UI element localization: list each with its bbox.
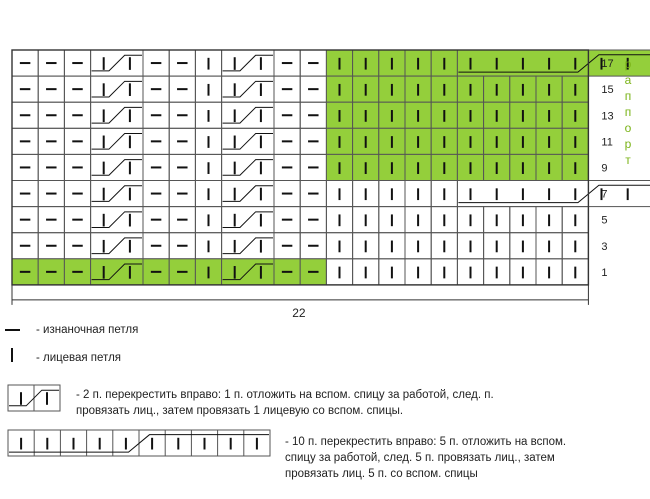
- knit-stitch-cell: [431, 154, 457, 180]
- purl-stitch-cell: [12, 102, 38, 128]
- cross-2-right-cell: [222, 76, 274, 102]
- knit-stitch-cell: [326, 50, 352, 76]
- cross-10-right-cell: [457, 181, 650, 207]
- row-number: 7: [601, 188, 608, 201]
- purl-stitch-cell: [64, 128, 90, 154]
- knit-stitch-cell: [326, 76, 352, 102]
- knit-stitch-cell: [353, 181, 379, 207]
- knit-stitch-cell: [431, 50, 457, 76]
- knit-stitch-cell: [379, 181, 405, 207]
- purl-stitch-cell: [143, 50, 169, 76]
- purl-stitch-cell: [300, 154, 326, 180]
- row-number: 1: [601, 266, 608, 279]
- purl-stitch-cell: [12, 207, 38, 233]
- knit-stitch-cell: [431, 128, 457, 154]
- row-number: 5: [601, 214, 608, 227]
- knit-stitch-cell: [457, 233, 483, 259]
- knit-stitch-cell: [195, 128, 221, 154]
- knit-stitch-cell: [484, 259, 510, 285]
- purl-stitch-cell: [64, 154, 90, 180]
- row-number: 15: [601, 84, 614, 97]
- purl-stitch-cell: [38, 154, 64, 180]
- knit-stitch-cell: [562, 154, 588, 180]
- row-number: 3: [601, 240, 608, 253]
- knit-stitch-cell: [405, 128, 431, 154]
- legend-cross10-line-3: провязать лиц. 5 п. со вспом. спицы: [285, 468, 478, 480]
- knit-stitch-cell: [326, 181, 352, 207]
- cross-2-right-cell: [91, 181, 143, 207]
- knit-stitch-cell: [195, 207, 221, 233]
- knit-stitch-cell: [353, 76, 379, 102]
- knit-stitch-cell: [195, 102, 221, 128]
- rapport-letter: п: [624, 105, 632, 119]
- purl-stitch-cell: [274, 233, 300, 259]
- knit-stitch-cell: [562, 128, 588, 154]
- purl-stitch-cell: [274, 128, 300, 154]
- purl-stitch-cell: [300, 76, 326, 102]
- knit-stitch-cell: [353, 259, 379, 285]
- knit-stitch-cell: [484, 233, 510, 259]
- width-dimension: [12, 285, 588, 320]
- cross-2-right-cell: [91, 233, 143, 259]
- purl-stitch-cell: [143, 128, 169, 154]
- row-number: 11: [601, 136, 613, 149]
- legend-cross2-line-2: провязать лиц., затем провязать 1 лицевую со вспом. спицы.: [76, 405, 404, 417]
- knit-stitch-cell: [431, 181, 457, 207]
- purl-stitch-cell: [274, 207, 300, 233]
- knit-stitch-cell: [326, 207, 352, 233]
- cross-2-right-cell: [222, 181, 274, 207]
- chart-grid: [12, 50, 650, 285]
- cross-2-right-cell: [91, 50, 143, 76]
- knit-stitch-cell: [195, 76, 221, 102]
- cross-2-right-cell: [222, 50, 274, 76]
- legend-cross10-line-2: спицу за работой, след. 5 п. провязать лиц., затем: [285, 452, 555, 464]
- knit-stitch-cell: [536, 76, 562, 102]
- purl-stitch-cell: [143, 154, 169, 180]
- knit-stitch-cell: [326, 259, 352, 285]
- purl-stitch-cell: [64, 102, 90, 128]
- purl-stitch-cell: [143, 102, 169, 128]
- knit-stitch-cell: [353, 102, 379, 128]
- knit-stitch-cell: [457, 128, 483, 154]
- knit-stitch-cell: [431, 259, 457, 285]
- purl-stitch-cell: [169, 207, 195, 233]
- knit-stitch-cell: [562, 233, 588, 259]
- purl-stitch-cell: [300, 259, 326, 285]
- knit-stitch-cell: [457, 259, 483, 285]
- cross-2-right-cell: [222, 154, 274, 180]
- knit-stitch-cell: [379, 207, 405, 233]
- legend-cross2-line-1: - 2 п. перекрестить вправо: 1 п. отложить на вспом. спицу за работой, след. п.: [76, 389, 494, 401]
- knit-stitch-cell: [195, 233, 221, 259]
- knit-stitch-cell: [379, 154, 405, 180]
- knit-stitch-cell: [405, 233, 431, 259]
- legend-cross10-line-1: - 10 п. перекрестить вправо: 5 п. отложить на вспом.: [285, 436, 567, 448]
- purl-stitch-cell: [274, 102, 300, 128]
- knit-stitch-cell: [536, 154, 562, 180]
- purl-stitch-cell: [169, 259, 195, 285]
- purl-stitch-cell: [169, 154, 195, 180]
- rapport-letter: о: [624, 121, 632, 135]
- knit-stitch-cell: [326, 128, 352, 154]
- purl-stitch-cell: [274, 259, 300, 285]
- row-number: 13: [601, 110, 614, 123]
- purl-stitch-cell: [12, 50, 38, 76]
- purl-stitch-cell: [64, 76, 90, 102]
- knit-stitch-cell: [326, 102, 352, 128]
- knit-stitch-cell: [431, 102, 457, 128]
- purl-stitch-cell: [300, 50, 326, 76]
- knit-stitch-cell: [484, 154, 510, 180]
- knit-stitch-cell: [562, 259, 588, 285]
- knit-stitch-cell: [457, 207, 483, 233]
- knit-stitch-cell: [405, 181, 431, 207]
- knit-stitch-cell: [405, 259, 431, 285]
- purl-stitch-cell: [274, 76, 300, 102]
- knit-stitch-cell: [405, 76, 431, 102]
- cross-2-right-cell: [91, 102, 143, 128]
- purl-stitch-cell: [38, 181, 64, 207]
- knit-stitch-cell: [379, 128, 405, 154]
- purl-stitch-cell: [300, 102, 326, 128]
- purl-stitch-cell: [274, 181, 300, 207]
- knit-stitch-cell: [536, 207, 562, 233]
- knit-stitch-cell: [431, 76, 457, 102]
- knit-stitch-cell: [457, 102, 483, 128]
- purl-stitch-cell: [274, 50, 300, 76]
- knit-stitch-cell: [510, 207, 536, 233]
- knit-stitch-cell: [353, 128, 379, 154]
- knit-stitch-cell: [562, 207, 588, 233]
- knit-stitch-cell: [536, 102, 562, 128]
- purl-stitch-cell: [64, 50, 90, 76]
- knit-stitch-cell: [431, 207, 457, 233]
- knit-stitch-cell: [510, 233, 536, 259]
- knit-stitch-cell: [484, 76, 510, 102]
- knit-stitch-cell: [405, 102, 431, 128]
- knit-stitch-cell: [536, 233, 562, 259]
- knit-stitch-cell: [405, 154, 431, 180]
- purl-stitch-cell: [12, 154, 38, 180]
- knit-stitch-cell: [510, 259, 536, 285]
- cross-2-right-cell: [91, 128, 143, 154]
- knit-stitch-cell: [484, 207, 510, 233]
- purl-stitch-cell: [169, 181, 195, 207]
- knit-stitch-cell: [510, 76, 536, 102]
- row-number-column: [601, 58, 613, 279]
- purl-stitch-cell: [38, 128, 64, 154]
- legend-knit-text: - лицевая петля: [36, 352, 122, 364]
- purl-stitch-cell: [169, 233, 195, 259]
- rapport-letter: р: [624, 137, 632, 151]
- rapport-label: [625, 57, 632, 167]
- purl-stitch-cell: [143, 259, 169, 285]
- purl-stitch-cell: [64, 259, 90, 285]
- knit-stitch-cell: [195, 154, 221, 180]
- purl-stitch-cell: [143, 76, 169, 102]
- knit-stitch-cell: [536, 259, 562, 285]
- purl-stitch-cell: [12, 233, 38, 259]
- knit-stitch-cell: [195, 259, 221, 285]
- knit-stitch-cell: [457, 76, 483, 102]
- cross-2-right-cell: [222, 259, 274, 285]
- knit-stitch-cell: [510, 102, 536, 128]
- purl-stitch-cell: [12, 76, 38, 102]
- purl-stitch-cell: [169, 128, 195, 154]
- knit-stitch-cell: [353, 233, 379, 259]
- purl-stitch-cell: [300, 181, 326, 207]
- knit-stitch-cell: [562, 76, 588, 102]
- knit-stitch-cell: [353, 50, 379, 76]
- knit-stitch-cell: [484, 102, 510, 128]
- knit-stitch-cell: [326, 154, 352, 180]
- cross-2-right-cell: [222, 128, 274, 154]
- knit-stitch-cell: [510, 154, 536, 180]
- knit-stitch-cell: [510, 128, 536, 154]
- purl-stitch-cell: [300, 128, 326, 154]
- purl-stitch-cell: [300, 233, 326, 259]
- legend-cross10-symbol: [8, 430, 270, 456]
- cross-2-right-cell: [222, 233, 274, 259]
- purl-stitch-cell: [38, 259, 64, 285]
- purl-stitch-cell: [143, 181, 169, 207]
- purl-stitch-cell: [143, 207, 169, 233]
- knit-stitch-cell: [379, 76, 405, 102]
- purl-stitch-cell: [38, 76, 64, 102]
- rapport-letter: р: [624, 57, 632, 71]
- cross-2-right-cell: [91, 259, 143, 285]
- knit-stitch-cell: [353, 154, 379, 180]
- cross-2-right-cell: [222, 207, 274, 233]
- knit-stitch-cell: [379, 233, 405, 259]
- purl-stitch-cell: [64, 233, 90, 259]
- knit-stitch-cell: [405, 50, 431, 76]
- knit-stitch-cell: [405, 207, 431, 233]
- legend-cross2-symbol: [8, 385, 60, 411]
- cross-2-right-cell: [91, 154, 143, 180]
- cross-2-right-cell: [222, 102, 274, 128]
- knit-stitch-cell: [457, 154, 483, 180]
- purl-stitch-cell: [38, 233, 64, 259]
- knit-stitch-cell: [379, 102, 405, 128]
- row-number: 9: [601, 162, 608, 175]
- purl-stitch-cell: [12, 128, 38, 154]
- knit-stitch-cell: [195, 181, 221, 207]
- purl-stitch-cell: [300, 207, 326, 233]
- knit-stitch-cell: [353, 207, 379, 233]
- purl-stitch-cell: [169, 102, 195, 128]
- row-number: 17: [601, 58, 614, 71]
- knit-stitch-cell: [379, 259, 405, 285]
- legend-purl-text: - изнаночная петля: [36, 324, 139, 336]
- rapport-letter: а: [624, 73, 632, 87]
- knit-stitch-cell: [326, 233, 352, 259]
- legend-cross2-text: [76, 387, 636, 419]
- rapport-letter: т: [625, 153, 631, 167]
- purl-stitch-cell: [169, 76, 195, 102]
- width-label: 22: [292, 305, 306, 320]
- knit-stitch-cell: [536, 128, 562, 154]
- knit-stitch-cell: [431, 233, 457, 259]
- cross-2-right-cell: [91, 76, 143, 102]
- purl-stitch-cell: [143, 233, 169, 259]
- purl-stitch-cell: [38, 207, 64, 233]
- rapport-letter: п: [624, 89, 632, 103]
- legend-cross10-text: [285, 434, 645, 482]
- purl-stitch-cell: [38, 50, 64, 76]
- purl-stitch-cell: [64, 181, 90, 207]
- purl-stitch-cell: [12, 181, 38, 207]
- knit-stitch-cell: [484, 128, 510, 154]
- cross-10-right-cell: [457, 50, 650, 76]
- purl-stitch-cell: [274, 154, 300, 180]
- purl-stitch-cell: [169, 50, 195, 76]
- knit-stitch-cell: [195, 50, 221, 76]
- purl-stitch-cell: [12, 259, 38, 285]
- purl-stitch-cell: [64, 207, 90, 233]
- purl-stitch-cell: [38, 102, 64, 128]
- cross-2-right-cell: [91, 207, 143, 233]
- knit-stitch-cell: [562, 102, 588, 128]
- knit-stitch-cell: [379, 50, 405, 76]
